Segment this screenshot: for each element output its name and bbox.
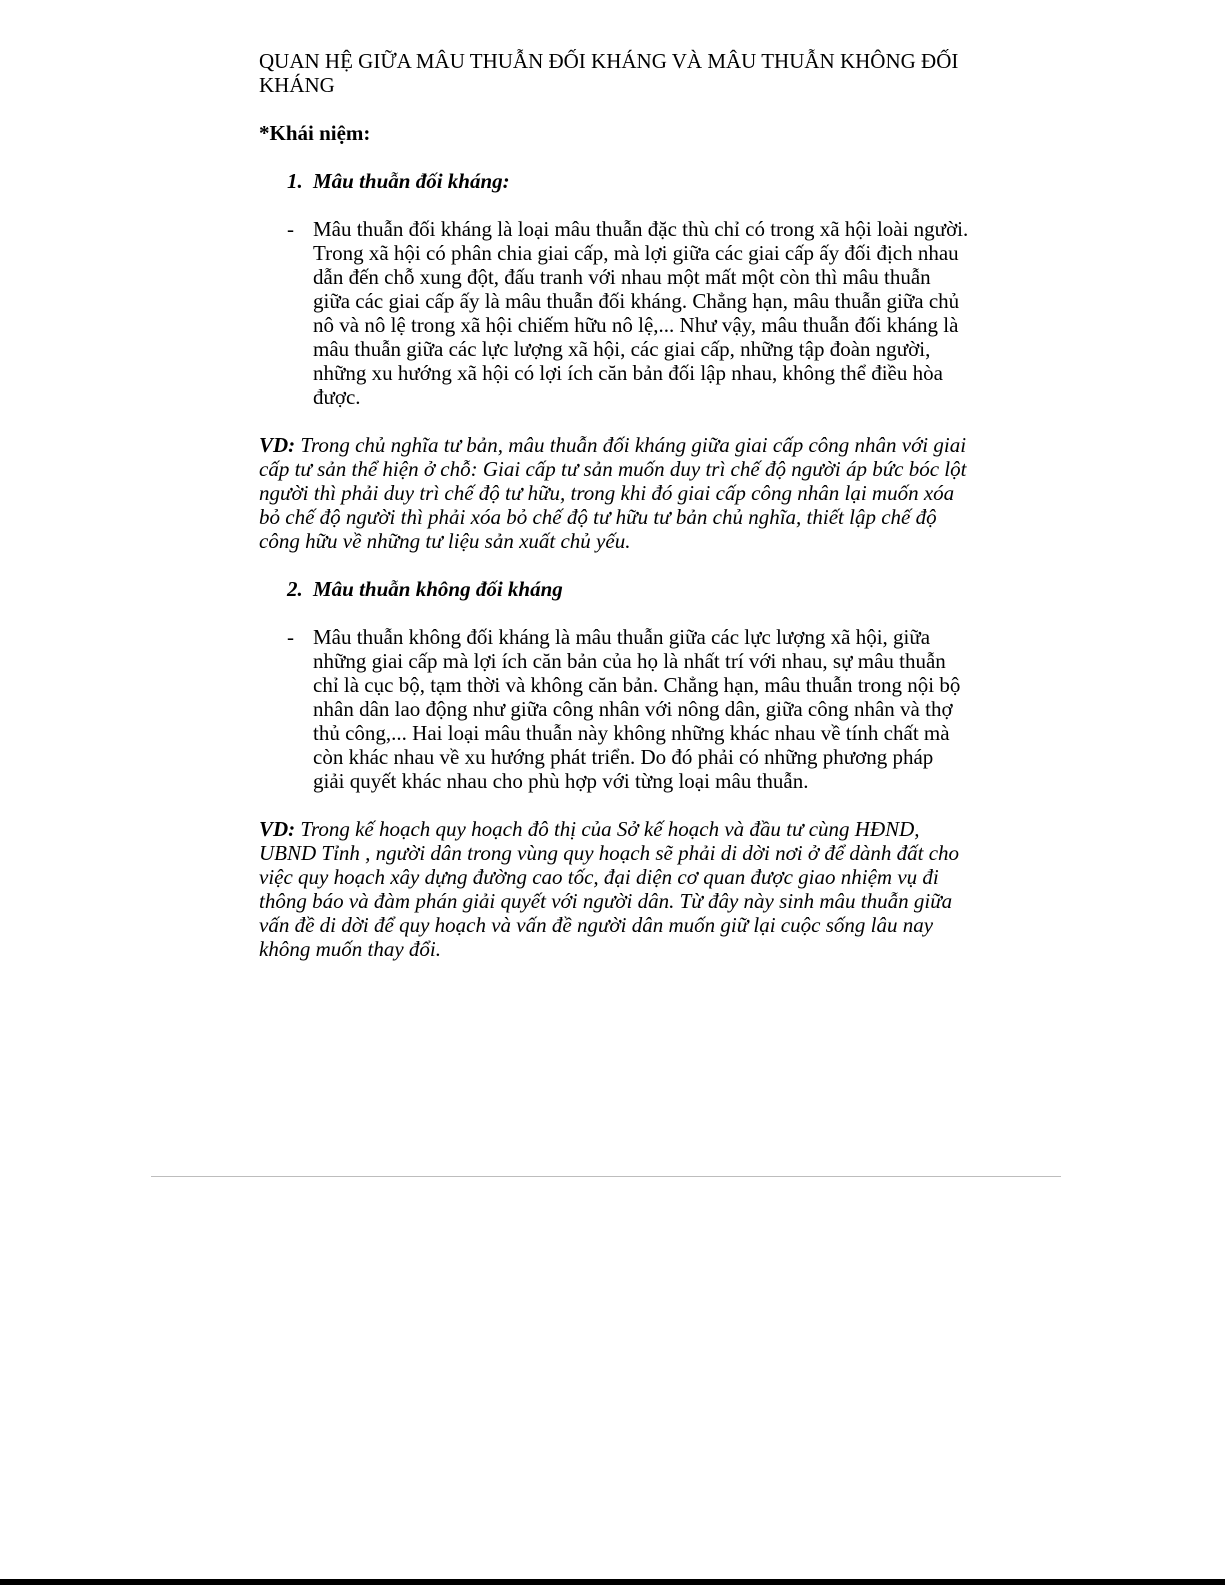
- example-paragraph: [259, 817, 969, 961]
- bullet-item: [259, 625, 969, 793]
- bullet-item: [259, 217, 969, 409]
- section-number: 1.: [287, 169, 303, 193]
- bullet-marker: -: [287, 625, 294, 649]
- bullet-marker: -: [287, 217, 294, 241]
- section-number: 2.: [287, 577, 303, 601]
- page-title: QUAN HỆ GIỮA MÂU THUẪN ĐỐI KHÁNG VÀ MÂU THUẪN KHÔNG ĐỐI KHÁNG: [259, 49, 959, 97]
- page-divider: [151, 1176, 1061, 1177]
- example-text: Trong kế hoạch quy hoạch đô thị của Sở kế hoạch và đầu tư cùng HĐND, UBND Tỉnh , người dân trong vùng quy hoạch sẽ phải di dời nơi ở để dành đất cho việc quy hoạch xây dựng đường cao tốc, đại diện cơ quan được giao nhiệm vụ đi thông báo và đàm phán giải quyết với người dân. Từ đây này sinh mâu thuẫn giữa vấn đề di dời để quy hoạch và vấn đề người dân muốn giữ lại cuộc sống lâu nay không muốn thay đổi.: [259, 817, 960, 961]
- example-label: VD:: [259, 817, 296, 841]
- example-paragraph: [259, 433, 969, 553]
- section-heading-non-antagonistic: [259, 577, 969, 601]
- section-heading-antagonistic: [259, 169, 969, 193]
- example-label: VD:: [259, 433, 296, 457]
- section-heading-text: Mâu thuẫn đối kháng:: [313, 169, 510, 193]
- bullet-text: Mâu thuẫn không đối kháng là mâu thuẫn giữa các lực lượng xã hội, giữa những giai cấp mà lợi ích căn bản của họ là nhất trí với nhau, sự mâu thuẫn chỉ là cục bộ, tạm thời và không căn bản. Chẳng hạn, mâu thuẫn trong nội bộ nhân dân lao động như giữa công nhân với nông dân, giữa công nhân và thợ thủ công,... Hai loại mâu thuẫn này không những khác nhau về tính chất mà còn khác nhau về xu hướng phát triển. Do đó phải có những phương pháp giải quyết khác nhau cho phù hợp với từng loại mâu thuẫn.: [313, 625, 961, 793]
- bullet-text: Mâu thuẫn đối kháng là loại mâu thuẫn đặc thù chỉ có trong xã hội loài người. Trong xã hội có phân chia giai cấp, mà lợi giữa các giai cấp ấy đối địch nhau dẫn đến chỗ xung đột, đấu tranh với nhau một mất một còn thì mâu thuẫn giữa các giai cấp ấy là mâu thuẫn đối kháng. Chẳng hạn, mâu thuẫn giữa chủ nô và nô lệ trong xã hội chiếm hữu nô lệ,... Như vậy, mâu thuẫn đối kháng là mâu thuẫn giữa các lực lượng xã hội, các giai cấp, những tập đoàn người, những xu hướng xã hội có lợi ích căn bản đối lập nhau, không thể điều hòa được.: [313, 217, 969, 409]
- document-body: [259, 49, 969, 961]
- example-text: Trong chủ nghĩa tư bản, mâu thuẫn đối kháng giữa giai cấp công nhân với giai cấp tư sản thể hiện ở chỗ: Giai cấp tư sản muốn duy trì chế độ người áp bức bóc lột người thì phải duy trì chế độ tư hữu, trong khi đó giai cấp công nhân lại muốn xóa bỏ chế độ người thì phải xóa bỏ chế độ tư hữu tư bản chủ nghĩa, thiết lập chế độ công hữu về những tư liệu sản xuất chủ yếu.: [259, 433, 967, 553]
- concept-label: *Khái niệm:: [259, 121, 371, 145]
- section-heading-text: Mâu thuẫn không đối kháng: [313, 577, 563, 601]
- bottom-edge-bar: [0, 1579, 1225, 1585]
